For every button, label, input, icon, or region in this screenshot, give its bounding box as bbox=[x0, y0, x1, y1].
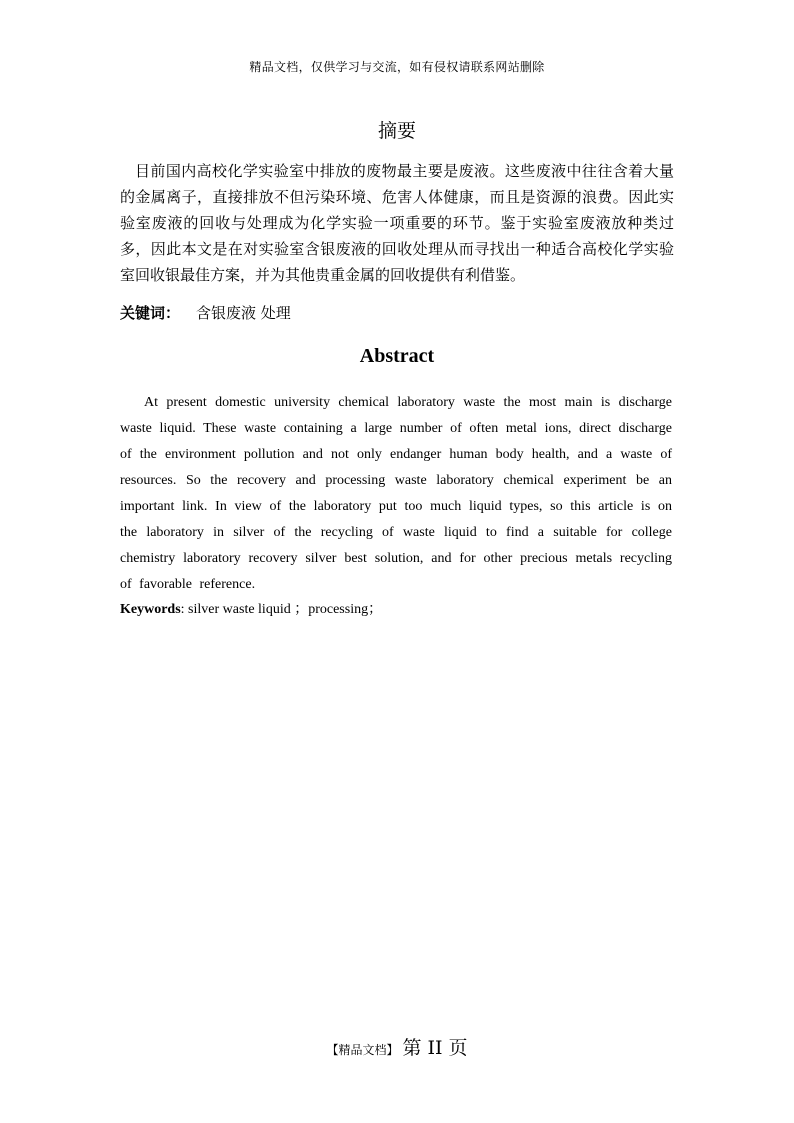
english-keywords-values: : silver waste liquid ；processing； bbox=[180, 602, 383, 617]
page-footer bbox=[0, 1033, 794, 1060]
chinese-abstract-title: 摘要 bbox=[377, 120, 416, 142]
header-notice: 精品文档，仅供学习与交流，如有侵权请联系网站删除 bbox=[249, 60, 545, 74]
chinese-keywords-label: 关键词： bbox=[120, 304, 181, 322]
english-abstract-title: Abstract bbox=[359, 345, 435, 367]
chinese-keywords-values: 含银废液 处理 bbox=[196, 304, 291, 322]
english-keywords bbox=[120, 598, 382, 618]
page-number: 第 II 页 bbox=[402, 1037, 468, 1059]
english-keywords-label: Keywords bbox=[120, 602, 181, 617]
chinese-abstract-body: 目前国内高校化学实验室中排放的废物最主要是废液。这些废液中往往含着大量的金属离子，直接排放不但污染环境、危害人体健康，而且是资源的浪费。因此实验室废液的回收与处理成为化学实验一项重要的环节。鉴于实验室废液放种类过多，因此本文是在对实验室含银废液的回收处理从而寻找出一种适合高校化学实验室回收银最佳方案，并为其他贵重金属的回收提供有利借鉴。 bbox=[120, 162, 674, 284]
chinese-keywords bbox=[120, 302, 291, 323]
english-abstract-body: At present domestic university chemical laboratory waste the most main is discharge waste liquid. These waste containing a large number of often metal ions, direct discharge of the environment pollution and not only endanger human body health, and a waste of resources. So the recovery and processing waste laboratory chemical experiment be an important link. In view of the laboratory put too much liquid types, so this article is on the laboratory in silver of the recycling of waste liquid to find a suitable for college chemistry laboratory recovery silver best solution, and for other precious metals recycling of favorable reference. bbox=[120, 395, 672, 592]
footer-tag: 【精品文档】 bbox=[326, 1043, 399, 1057]
